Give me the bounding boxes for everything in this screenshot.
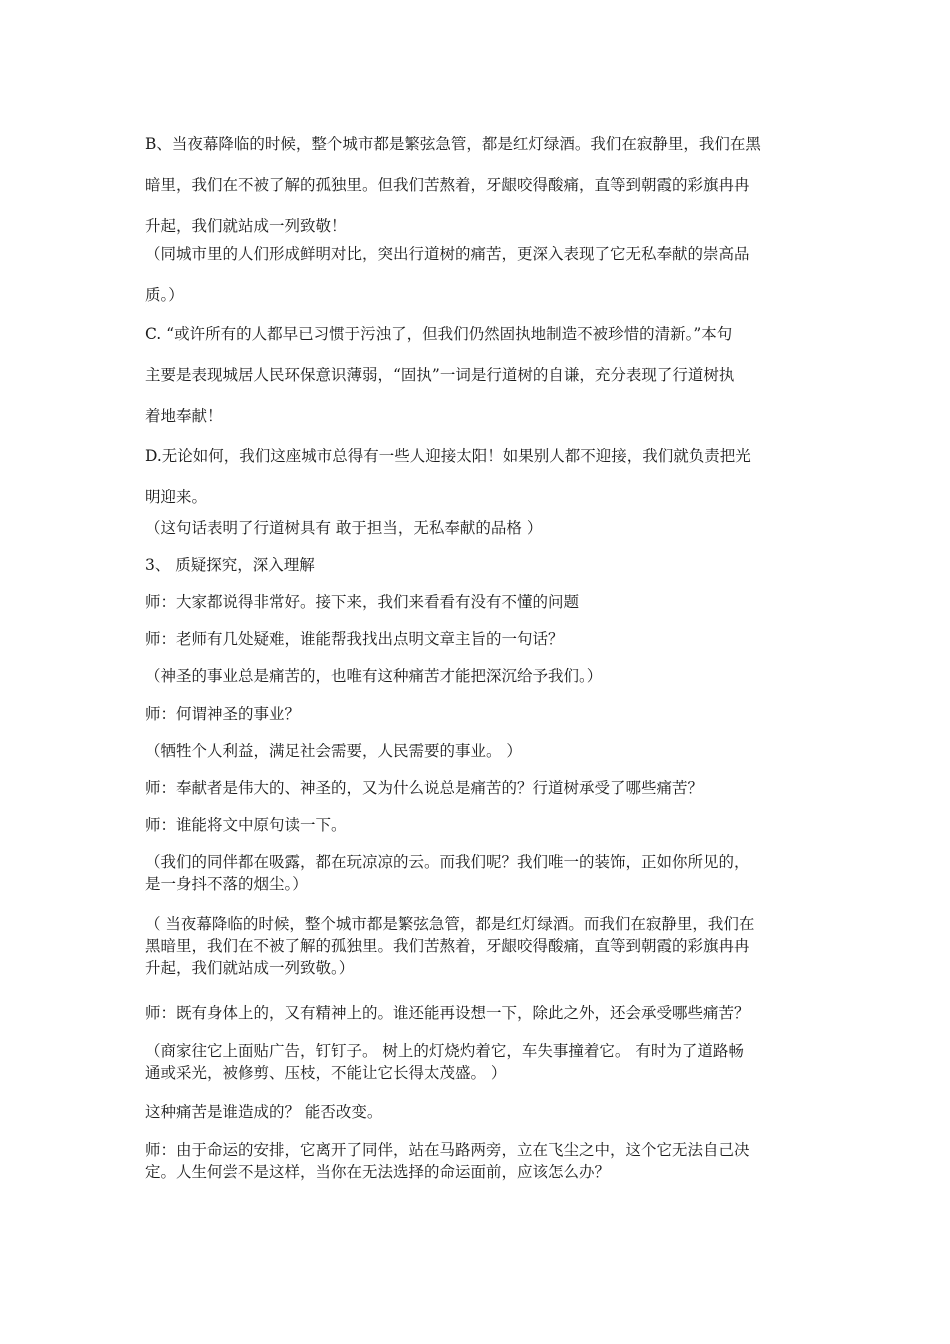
paragraph-option-b (145, 124, 817, 247)
paragraph-answer-4 (145, 913, 817, 979)
text-line: 暗里，我们在不被了解的孤独里。但我们苦熬着，牙龈咬得酸痛，直等到朝霞的彩旗冉冉 (145, 176, 750, 194)
text-line: 师：何谓神圣的事业？ (145, 705, 301, 723)
text-line: 质。） (145, 286, 184, 304)
text-line: 这种痛苦是谁造成的？ 能否改变。 (145, 1103, 383, 1121)
text-line: 师：奉献者是伟大的、神圣的，又为什么说总是痛苦的？行道树承受了哪些痛苦？ (145, 779, 704, 797)
paragraph-teacher-2 (145, 629, 817, 649)
text-line: 3、 质疑探究，深入理解 (145, 556, 315, 574)
text-line: （ 当夜幕降临的时候，整个城市都是繁弦急管，都是红灯绿酒。而我们在寂静里，我们在 (145, 915, 755, 933)
text-line: C. “或许所有的人都早已习惯于污浊了，但我们仍然固执地制造不被珍惜的清新。”本句 (145, 325, 733, 343)
paragraph-question-1 (145, 1102, 817, 1122)
text-line: 着地奉献！ (145, 407, 223, 425)
text-line: 明迎来。 (145, 488, 208, 506)
text-line: 师：大家都说得非常好。接下来，我们来看看有没有不懂的问题 (145, 593, 580, 611)
text-line: （神圣的事业总是痛苦的，也唯有这种痛苦才能把深沉给予我们。） (145, 667, 603, 685)
text-line: 师：老师有几处疑难，谁能帮我找出点明文章主旨的一句话？ (145, 630, 564, 648)
text-line: （商家往它上面贴广告，钉钉子。 树上的灯烧灼着它，车失事撞着它。 有时为了道路畅 (145, 1042, 744, 1060)
text-line: 通或采光，被修剪、压枝，不能让它长得太茂盛。 ） (145, 1064, 507, 1082)
section-heading-3 (145, 555, 817, 575)
paragraph-answer-1 (145, 666, 817, 686)
paragraph-note-d (145, 518, 817, 538)
paragraph-option-c (145, 314, 817, 437)
text-line: 升起，我们就站成一列致敬！ (145, 217, 347, 235)
paragraph-teacher-1 (145, 592, 817, 612)
text-line: （牺牲个人利益，满足社会需要，人民需要的事业。 ） (145, 742, 522, 760)
text-line: 定。人生何尝不是这样，当你在无法选择的命运面前，应该怎么办？ (145, 1163, 611, 1181)
text-line: 黑暗里，我们在不被了解的孤独里。我们苦熬着，牙龈咬得酸痛，直等到朝霞的彩旗冉冉 (145, 937, 750, 955)
paragraph-option-d (145, 436, 817, 518)
paragraph-teacher-7 (145, 1139, 817, 1183)
paragraph-answer-5 (145, 1040, 817, 1084)
text-line: 师：谁能将文中原句读一下。 (145, 816, 347, 834)
paragraph-teacher-5 (145, 815, 817, 835)
paragraph-answer-2 (145, 741, 817, 761)
paragraph-answer-3 (145, 851, 817, 895)
paragraph-note-b (145, 234, 817, 316)
text-line: 升起，我们就站成一列致敬。） (145, 959, 355, 977)
text-line: 师：由于命运的安排，它离开了同伴，站在马路两旁，立在飞尘之中，这个它无法自己决 (145, 1141, 750, 1159)
text-line: （这句话表明了行道树具有 敢于担当，无私奉献的品格 ） (145, 519, 543, 537)
text-line: （我们的同伴都在吸露，都在玩凉凉的云。而我们呢？我们唯一的装饰，正如你所见的， (145, 853, 750, 871)
text-line: （同城市里的人们形成鲜明对比，突出行道树的痛苦，更深入表现了它无私奉献的崇高品 (145, 245, 750, 263)
paragraph-teacher-4 (145, 778, 817, 798)
text-line: D.无论如何，我们这座城市总得有一些人迎接太阳！如果别人都不迎接，我们就负责把光 (145, 447, 751, 465)
paragraph-teacher-6 (145, 1003, 817, 1023)
text-line: 主要是表现城居人民环保意识薄弱，“固执”一词是行道树的自谦，充分表现了行道树执 (145, 366, 735, 384)
text-line: 师：既有身体上的，又有精神上的。谁还能再设想一下，除此之外，还会承受哪些痛苦？ (145, 1004, 750, 1022)
text-line: 是一身抖不落的烟尘。） (145, 875, 308, 893)
text-line: B、当夜幕降临的时候，整个城市都是繁弦急管，都是红灯绿酒。我们在寂静里，我们在黑 (145, 135, 761, 153)
paragraph-teacher-3 (145, 704, 817, 724)
